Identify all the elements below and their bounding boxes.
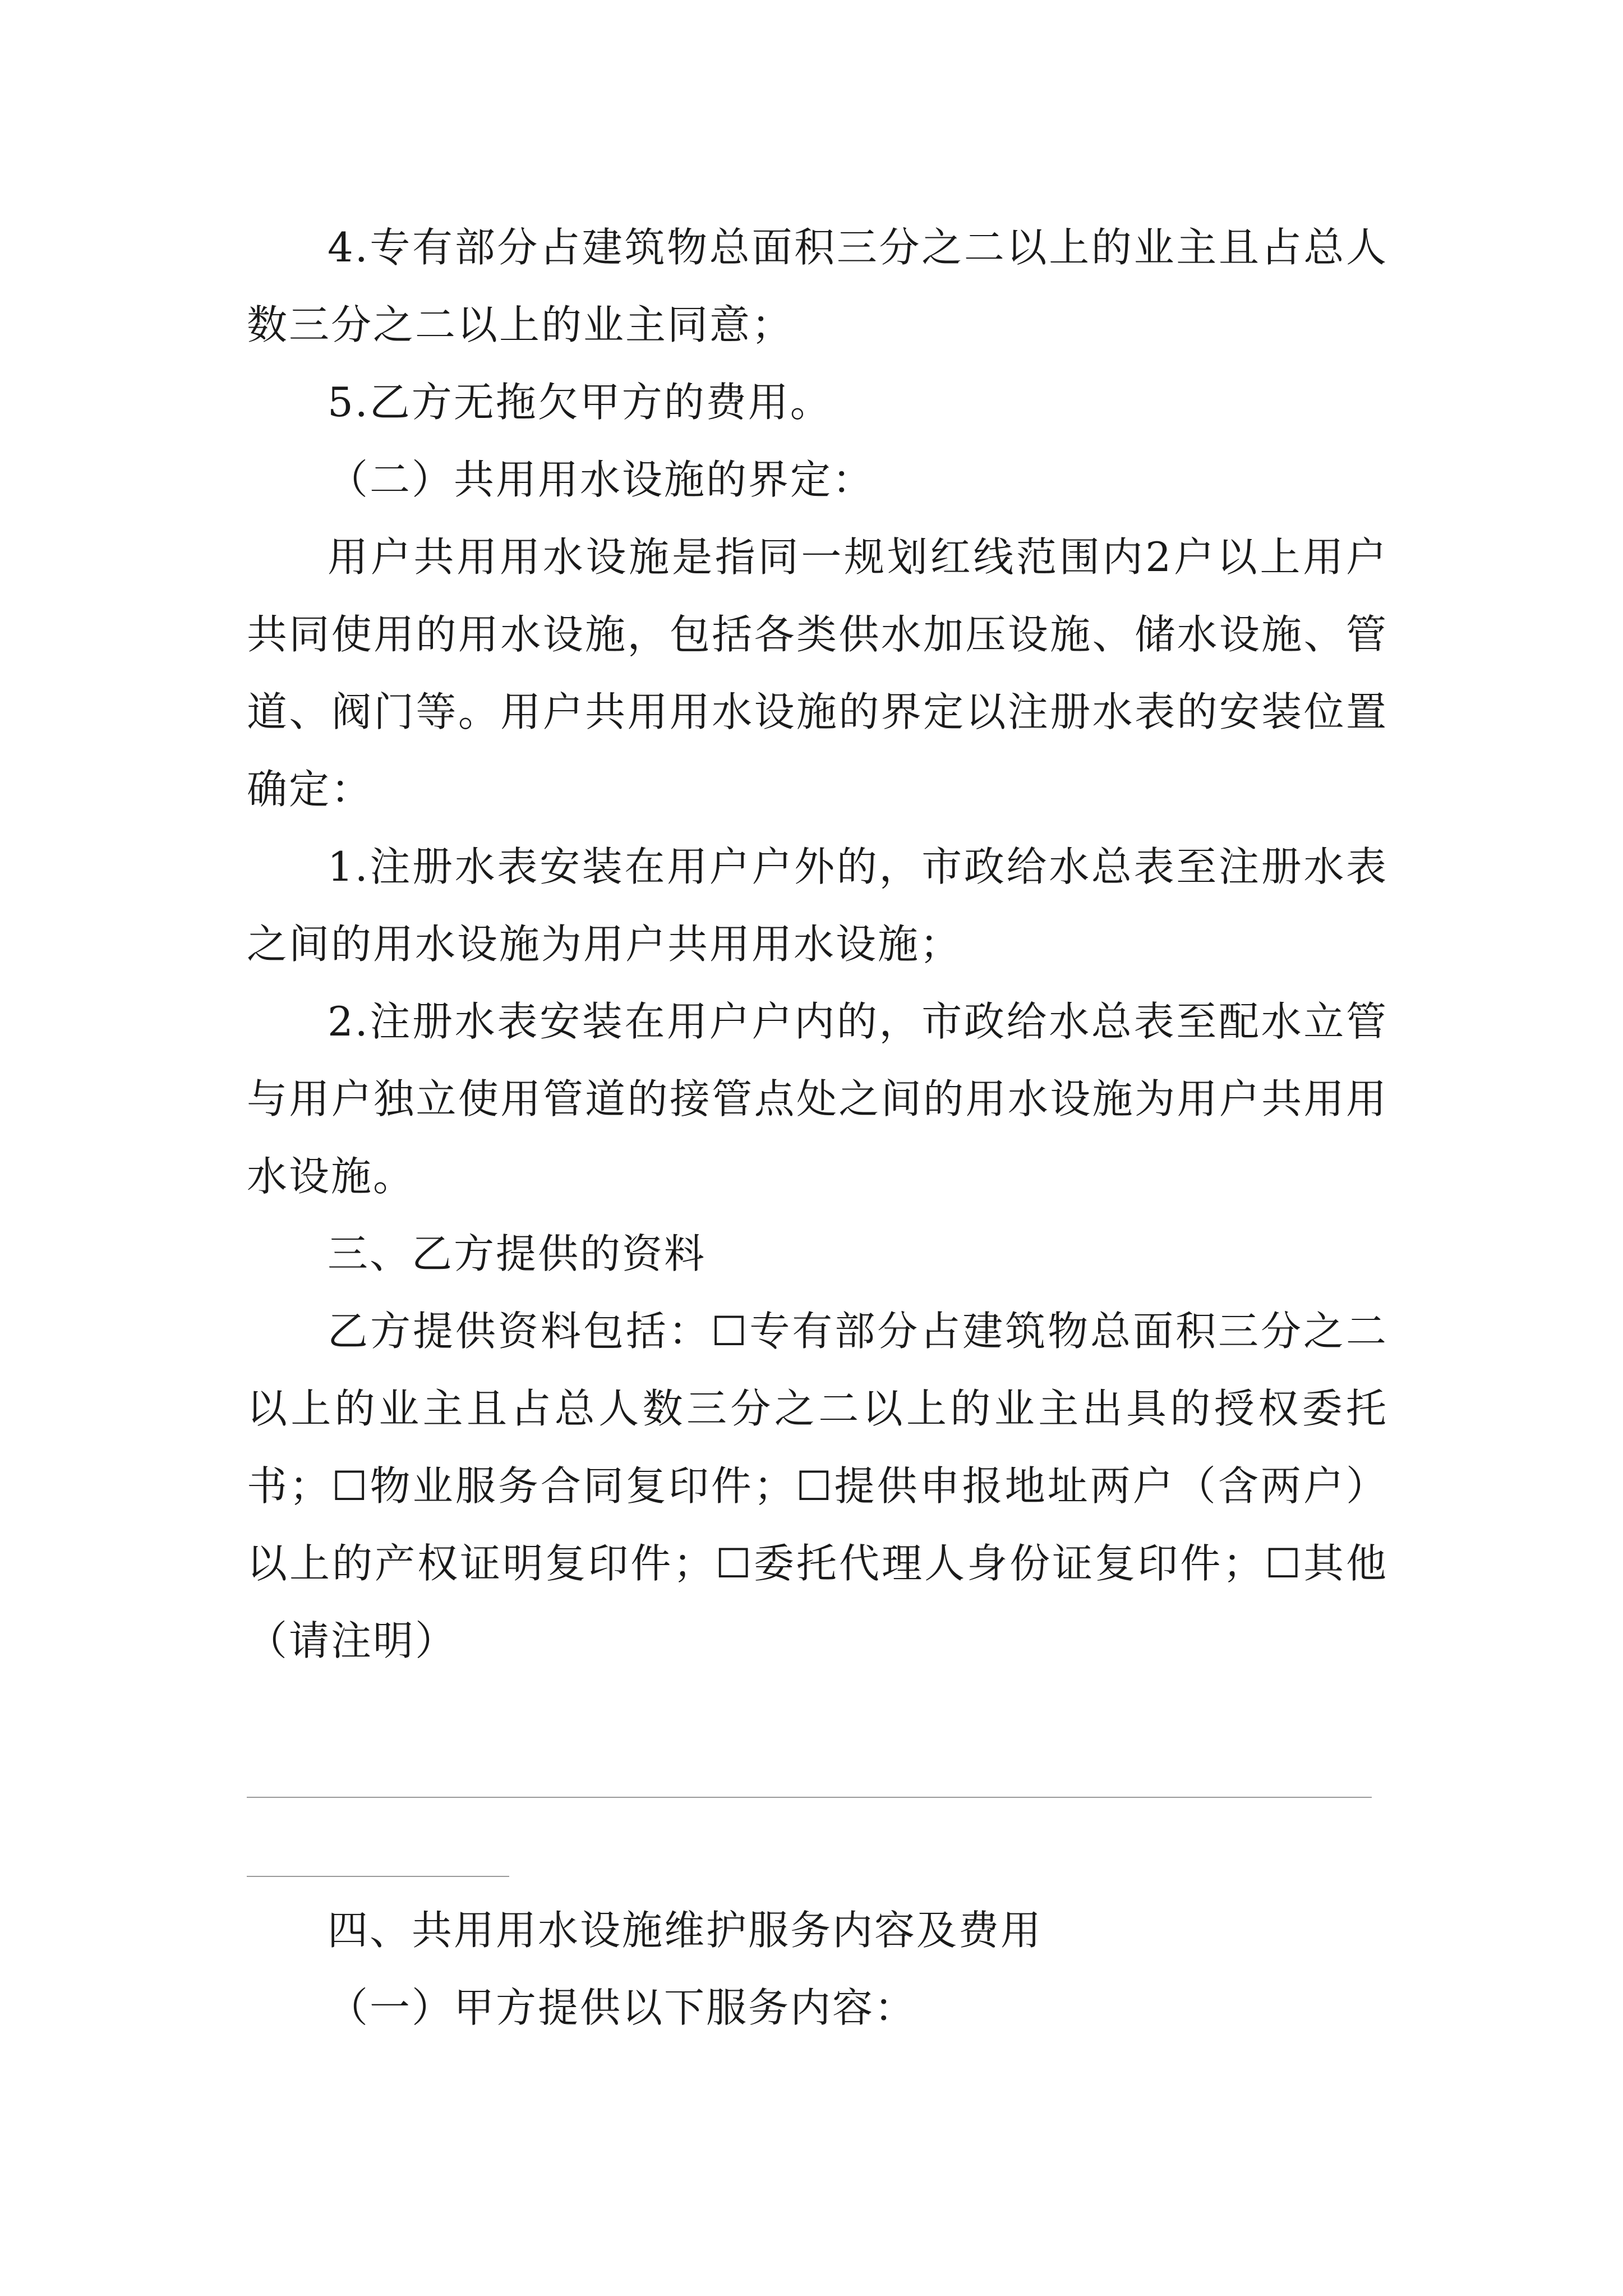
paragraph-materials-checklist: 乙方提供资料包括：☐专有部分占建筑物总面积三分之二以上的业主且占总人数三分之二以上的业主出具的授权委托书；☐物业服务合同复印件；☐提供申报地址两户（含两户）以上的产权证明复印件；☐委托代理人身份证复印件；☐其他（请注明）	[247, 1308, 1388, 1664]
document-body-top	[247, 209, 1388, 1680]
section-heading-materials: 三、乙方提供的资料	[328, 1230, 707, 1277]
clause-5-no-arrears: 5.乙方无拖欠甲方的费用。	[328, 379, 832, 426]
fill-in-line	[247, 1797, 1372, 1798]
paragraph-shared-facilities-definition: 用户共用用水设施是指同一规划红线范围内2户以上用户共同使用的用水设施，包括各类供水加压设施、储水设施、管道、阀门等。用户共用用水设施的界定以注册水表的安装位置确定：	[247, 533, 1388, 813]
subsection-heading-service-content: （一）甲方提供以下服务内容：	[328, 1984, 917, 2031]
clause-4-owner-consent: 4.专有部分占建筑物总面积三分之二以上的业主且占总人数三分之二以上的业主同意；	[247, 224, 1388, 348]
document-body-bottom	[247, 1892, 1388, 2046]
fill-in-line-short	[247, 1876, 509, 1877]
section-heading-maintenance-services: 四、共用用水设施维护服务内容及费用	[328, 1907, 1043, 1954]
subsection-heading-shared-facilities: （二）共用用水设施的界定：	[328, 456, 875, 503]
clause-2-meter-indoor: 2.注册水表安装在用户户内的，市政给水总表至配水立管与用户独立使用管道的接管点处之间的用水设施为用户共用用水设施。	[247, 998, 1388, 1200]
clause-1-meter-outdoor: 1.注册水表安装在用户户外的，市政给水总表至注册水表之间的用水设施为用户共用用水设施；	[247, 843, 1388, 968]
